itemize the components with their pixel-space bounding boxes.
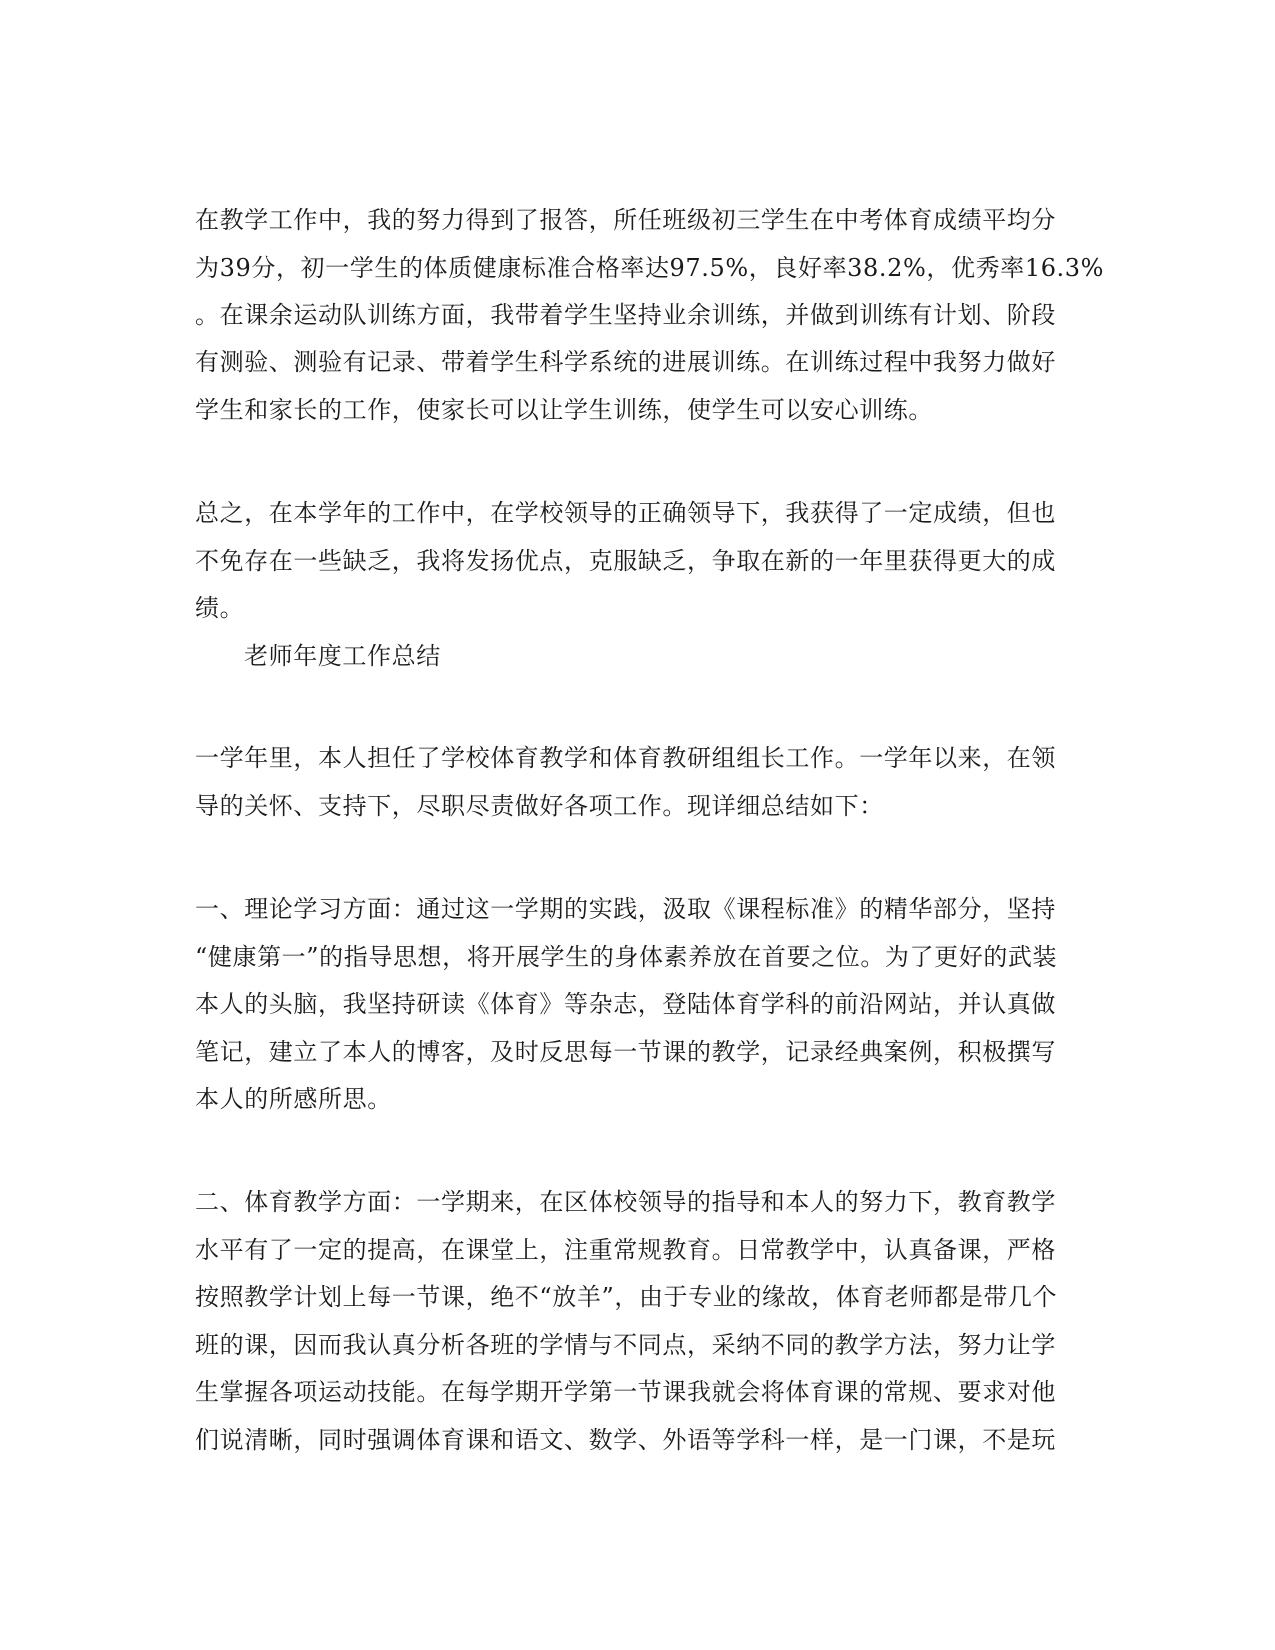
text-line: 为39分，初一学生的体质健康标准合格率达97.5%，良好率38.2%，优秀率16.3% (195, 254, 1105, 282)
text-line: 一、理论学习方面：通过这一学期的实践，汲取《课程标准》的精华部分，坚持 (195, 895, 1056, 923)
text-line: 笔记，建立了本人的博客，及时反思每一节课的教学，记录经典案例，积极撰写 (195, 1038, 1056, 1066)
text-line: 在教学工作中，我的努力得到了报答，所任班级初三学生在中考体育成绩平均分 (195, 206, 1056, 234)
text-line: 不免存在一些缺乏，我将发扬优点，克服缺乏，争取在新的一年里获得更大的成 (195, 547, 1056, 575)
text-line: 本人的所感所思。 (195, 1085, 392, 1113)
text-line: 本人的头脑，我坚持研读《体育》等杂志，登陆体育学科的前沿网站，并认真做 (195, 990, 1056, 1018)
text-line: 有测验、测验有记录、带着学生科学系统的进展训练。在训练过程中我努力做好 (195, 348, 1056, 376)
text-line: 总之，在本学年的工作中，在学校领导的正确领导下，我获得了一定成绩，但也 (195, 499, 1056, 527)
text-line: 二、体育教学方面：一学期来，在区体校领导的指导和本人的努力下，教育教学 (195, 1188, 1056, 1216)
text-line: 学生和家长的工作，使家长可以让学生训练，使学生可以安心训练。 (195, 396, 933, 424)
section-title: 老师年度工作总结 (244, 642, 441, 670)
text-line: 导的关怀、支持下，尽职尽责做好各项工作。现详细总结如下： (195, 792, 884, 820)
text-line: 一学年里，本人担任了学校体育教学和体育教研组组长工作。一学年以来，在领 (195, 744, 1056, 772)
text-line: 绩。 (195, 594, 245, 622)
text-line: 生掌握各项运动技能。在每学期开学第一节课我就会将体育课的常规、要求对他 (195, 1378, 1056, 1406)
text-line: 按照教学计划上每一节课，绝不“放羊”，由于专业的缘故，体育老师都是带几个 (195, 1283, 1058, 1311)
text-line: 们说清晰，同时强调体育课和语文、数学、外语等学科一样，是一门课，不是玩 (195, 1426, 1056, 1454)
text-line: 班的课，因而我认真分析各班的学情与不同点，采纳不同的教学方法，努力让学 (195, 1331, 1056, 1359)
text-line: 水平有了一定的提高，在课堂上，注重常规教育。日常教学中，认真备课，严格 (195, 1236, 1056, 1264)
text-line: “健康第一”的指导思想，将开展学生的身体素养放在首要之位。为了更好的武装 (195, 943, 1058, 971)
text-line: 。在课余运动队训练方面，我带着学生坚持业余训练，并做到训练有计划、阶段 (195, 301, 1056, 329)
